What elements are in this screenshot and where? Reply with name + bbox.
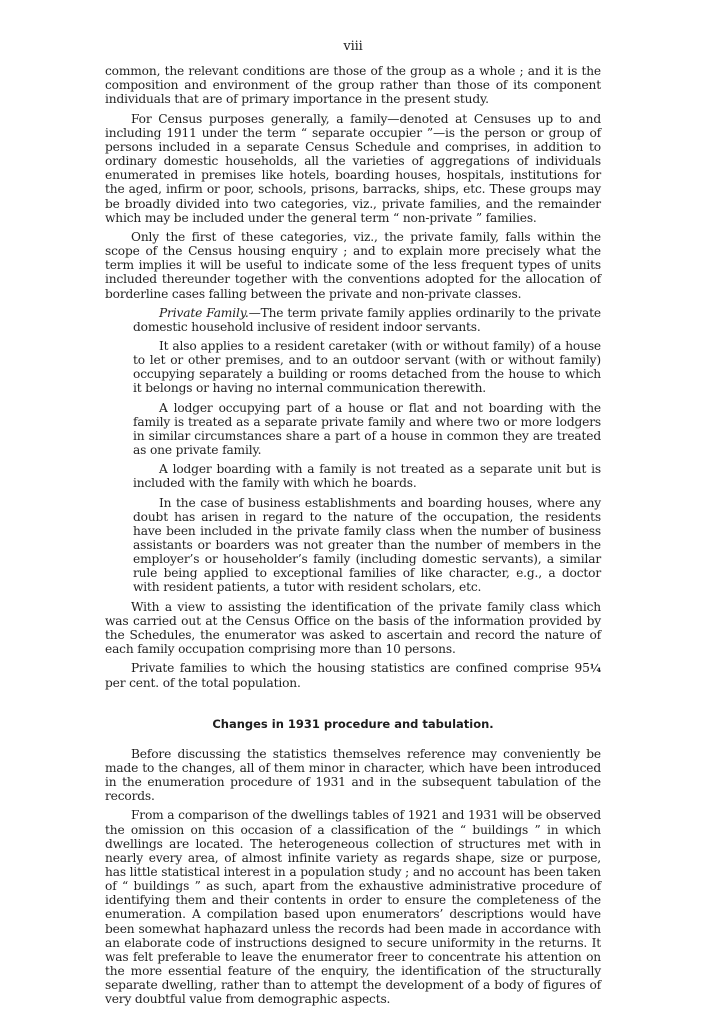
page-number: viii (343, 39, 363, 54)
paragraph-identification: With a view to assisting the identification of the private family class which was carried out at the Census Office on the basis of the information provided by the Schedules, the enumerator was asked to ascertain and record the nature of each family occupation comprising more than 10 persons. (105, 599, 601, 657)
private-family-text: —The term private family applies ordinarily to the private domestic household inclusive of resident indoor servants. (133, 305, 601, 334)
paragraph-business-establishments: In the case of business establishments and boarding houses, where any doubt has arisen in regard to the nature of the occupation, the residents have been included in the private family class when the number of business assistants or boarders was not greater than the number of members in the employer’s or householder’s family (including domestic servants), a similar rule being applied to exceptional families of like character, e.g., a doctor with resident patients, a tutor with resident scholars, etc. (133, 495, 601, 595)
population-share-text-start: Private families to which the housing statistics are confined comprise 95 (131, 661, 590, 676)
section-heading: Changes in 1931 procedure and tabulation. (212, 716, 494, 731)
paragraph-caretaker: It also applies to a resident caretaker (with or without family) of a house to let or other premises, and to an outdoor servant (with or without family) occupying separately a building or rooms detached from the house to which it belongs or having no internal communication therewith. (133, 338, 601, 396)
paragraph-census-family-definition: For Census purposes generally, a family—denoted at Censuses up to and including 1911 under the term “ separate occupier ”—is the person or group of persons included in a separate Census Schedule and comprises, in addition to ordinary domestic households, all the varieties of aggregations of individuals enumerated in premises like hotels, boarding houses, hospitals, institutions for the aged, infirm or poor, schools, prisons, barracks, ships, etc. These groups may be broadly divided into two categories, viz., private families, and the remainder which may be included under the general term “ non-private ” families. (105, 111, 601, 225)
paragraph-changes-intro: Before discussing the statistics themselves reference may conveniently be made to the changes, all of them minor in character, which have been introduced in the enumeration procedure of 1931 and in the subsequent tabulation of the records. (105, 746, 601, 804)
private-family-definitions (133, 306, 601, 595)
private-family-lead: Private Family. (159, 305, 249, 320)
population-share-fraction: ¼ (589, 662, 601, 676)
population-share-text-end: per cent. of the total population. (105, 676, 301, 691)
document-page (105, 40, 601, 1012)
paragraph-population-share (105, 661, 601, 690)
paragraph-private-family-scope: Only the first of these categories, viz., the private family, falls within the scope of the Census housing enquiry ; and to explain more precisely what the term implies it will be useful to indicate some of the less frequent types of units included thereunder together with the conventions adopted for the allocation of borderline cases falling between the private and non-private classes. (105, 229, 601, 301)
paragraph-dwellings-comparison: From a comparison of the dwellings tables of 1921 and 1931 will be observed the omission on this occasion of a classification of the “ buildings ” in which dwellings are located. The heterogeneous collection of structures met with in nearly every area, of almost infinite variety as regards shape, size or purpose, has little statistical interest in a population study ; and no account has been taken of “ buildings ” as such, apart from the exhaustive administrative procedure of identifying them and their contents in order to ensure the completeness of the enumeration. A compilation based upon enumerators’ descriptions would have been somewhat haphazard unless the records had been made in accordance with an elaborate code of instructions designed to secure uniformity in the returns. It was felt preferable to leave the enumerator freer to concentrate his attention on the more essential feature of the enquiry, the identification of the structurally separate dwelling, rather than to attempt the development of a body of figures of very doubtful value from demographic aspects. (105, 808, 601, 1007)
paragraph-intro-continuation: common, the relevant conditions are those of the group as a whole ; and it is the composition and environment of the group rather than those of its component individuals that are of primary importance in the present study. (105, 64, 601, 107)
paragraph-lodger-boarding: A lodger boarding with a family is not treated as a separate unit but is included with the family with which he boards. (133, 462, 601, 491)
paragraph-private-family (133, 306, 601, 334)
paragraph-lodger-not-boarding: A lodger occupying part of a house or flat and not boarding with the family is treated as a separate private family and where two or more lodgers in similar circumstances share a part of a house in common they are treated as one private family. (133, 400, 601, 458)
